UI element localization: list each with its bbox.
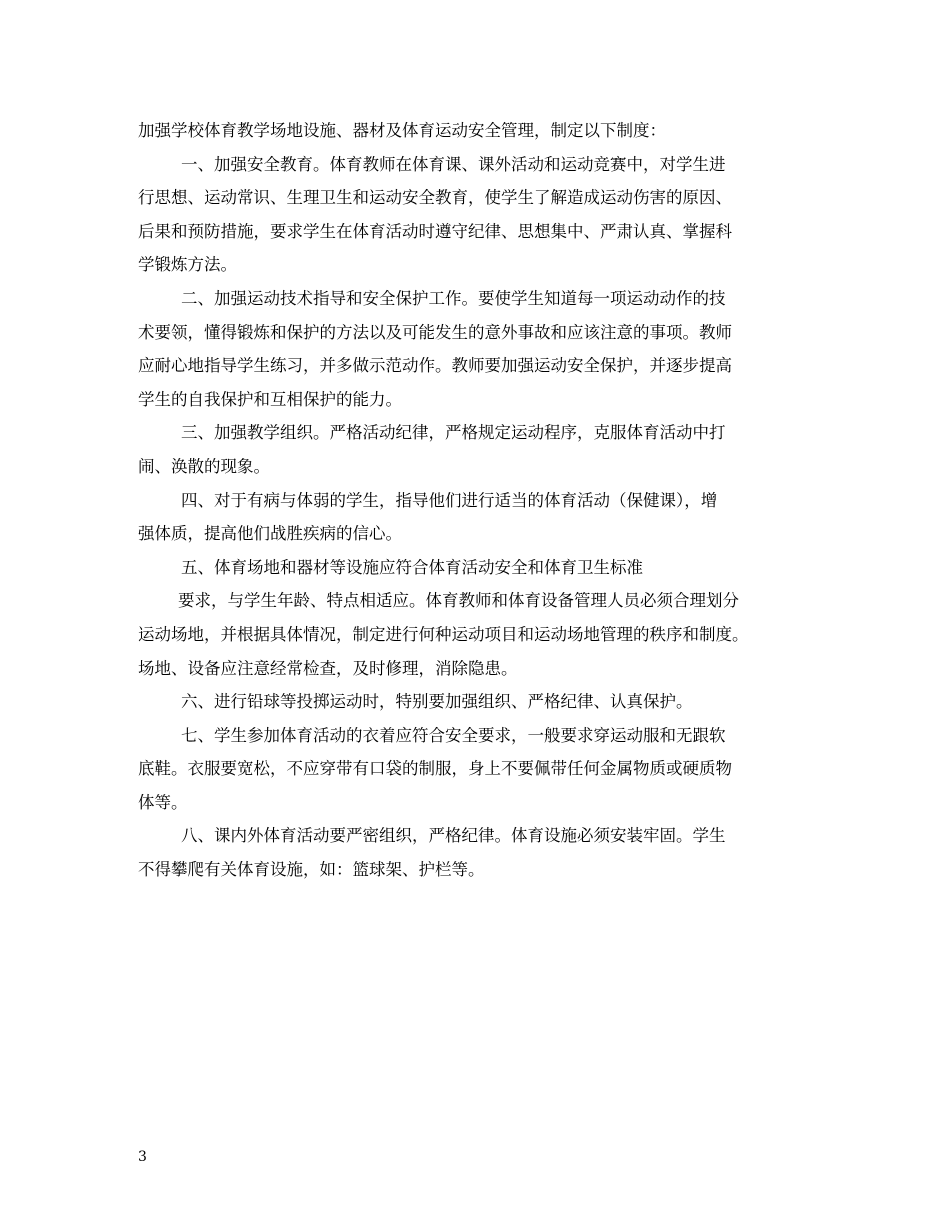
text-line: 四、对于有病与体弱的学生，指导他们进行适当的体育活动（保健课），增 [181,490,718,510]
page-number: 3 [138,1149,147,1165]
text-line: 不得攀爬有关体育设施，如：篮球架、护栏等。 [138,860,485,880]
text-line: 一、加强安全教育。体育教师在体育课、课外活动和运动竞赛中，对学生进 [181,154,726,174]
text-line: 应耐心地指导学生练习，并多做示范动作。教师要加强运动安全保护，并逐步提高 [138,356,732,376]
text-line: 要求，与学生年龄、特点相适应。体育教师和体育设备管理人员必须合理划分 [178,591,739,611]
text-line: 加强学校体育教学场地设施、器材及体育运动安全管理，制定以下制度： [138,121,666,140]
text-line: 场地、设备应注意经常检查，及时修理，消除隐患。 [138,658,518,678]
text-line: 后果和预防措施，要求学生在体育活动时遵守纪律、思想集中、严肃认真、掌握科 [138,221,732,241]
text-line: 术要领，懂得锻炼和保护的方法以及可能发生的意外事故和应该注意的事项。教师 [138,322,732,342]
text-line: 底鞋。衣服要宽松，不应穿带有口袋的制服，身上不要佩带任何金属物质或硬质物 [138,759,732,779]
document-body [138,114,828,887]
text-line: 六、进行铅球等投掷运动时，特别要加强组织、严格纪律、认真保护。 [181,692,693,712]
text-line: 强体质，提高他们战胜疾病的信心。 [138,524,402,544]
text-line: 体等。 [138,792,188,812]
text-line: 七、学生参加体育活动的衣着应符合安全要求，一般要求穿运动服和无跟软 [181,725,726,745]
text-line: 八、课内外体育活动要严密组织，严格纪律。体育设施必须安装牢固。学生 [181,826,726,846]
text-line: 运动场地，并根据具体情况，制定进行何种运动项目和运动场地管理的秩序和制度。 [138,624,749,644]
text-line: 学锻炼方法。 [138,255,237,275]
text-line: 学生的自我保护和互相保护的能力。 [138,389,402,409]
text-line: 二、加强运动技术指导和安全保护工作。要使学生知道每一项运动动作的技 [181,288,726,308]
text-line: 五、体育场地和器材等设施应符合体育活动安全和体育卫生标准 [181,557,643,577]
text-line: 闹、涣散的现象。 [138,456,270,476]
text-line: 三、加强教学组织。严格活动纪律，严格规定运动程序，克服体育活动中打 [181,423,726,443]
text-line: 行思想、运动常识、生理卫生和运动安全教育，使学生了解造成运动伤害的原因、 [138,188,732,208]
